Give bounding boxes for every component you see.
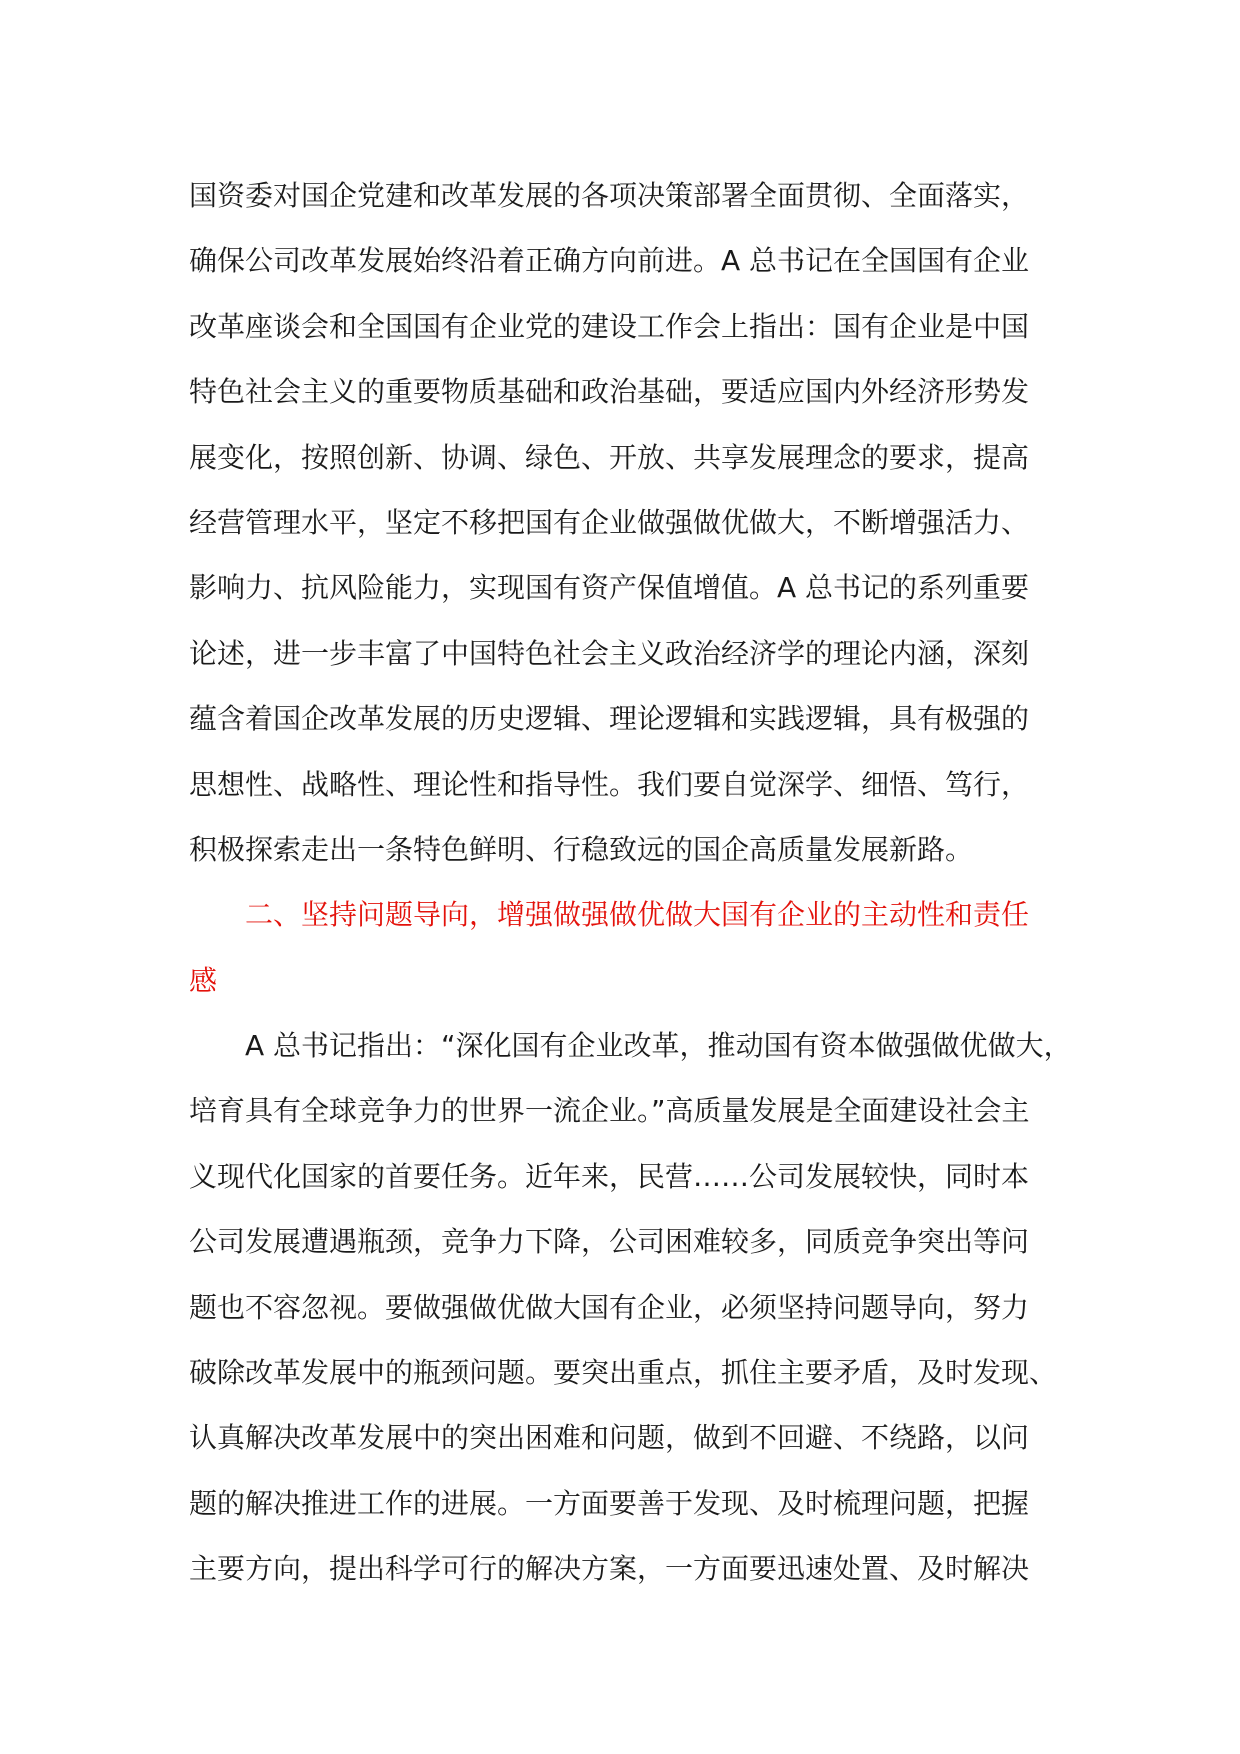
text-line: 特色社会主义的重要物质基础和政治基础，要适应国内外经济形势发	[189, 375, 1030, 409]
text-line: 主要方向，提出科学可行的解决方案，一方面要迅速处置、及时解决	[189, 1552, 1030, 1586]
text-line: A 总书记指出：“深化国有企业改革，推动国有资本做强做优做大，	[245, 1029, 1072, 1063]
text-line: 认真解决改革发展中的突出困难和问题，做到不回避、不绕路，以问	[189, 1421, 1030, 1455]
text-line: 展变化，按照创新、协调、绿色、开放、共享发展理念的要求，提高	[189, 440, 1030, 474]
text-line: 影响力、抗风险能力，实现国有资产保值增值。A 总书记的系列重要	[189, 571, 1030, 605]
heading-line: 感	[189, 963, 218, 997]
text-line: 国资委对国企党建和改革发展的各项决策部署全面贯彻、全面落实，	[189, 179, 1030, 212]
text-line: 义现代化国家的首要任务。近年来，民营……公司发展较快，同时本	[189, 1159, 1030, 1193]
text-line: 培育具有全球竞争力的世界一流企业。”高质量发展是全面建设社会主	[189, 1094, 1030, 1128]
document-body	[189, 163, 1072, 1602]
text-line: 确保公司改革发展始终沿着正确方向前进。A 总书记在全国国有企业	[189, 244, 1030, 278]
text-line: 积极探索走出一条特色鲜明、行稳致远的国企高质量发展新路。	[189, 832, 974, 866]
text-line: 破除改革发展中的瓶颈问题。要突出重点，抓住主要矛盾，及时发现、	[189, 1356, 1058, 1390]
heading-line: 二、坚持问题导向，增强做强做优做大国有企业的主动性和责任	[245, 898, 1030, 932]
text-line: 论述，进一步丰富了中国特色社会主义政治经济学的理论内涵，深刻	[189, 636, 1030, 670]
paragraph	[189, 163, 1059, 882]
text-line: 经营管理水平，坚定不移把国有企业做强做优做大，不断增强活力、	[189, 505, 1030, 539]
text-line: 蕴含着国企改革发展的历史逻辑、理论逻辑和实践逻辑，具有极强的	[189, 702, 1030, 736]
text-line: 题的解决推进工作的进展。一方面要善于发现、及时梳理问题，把握	[189, 1486, 1030, 1520]
text-line: 题也不容忽视。要做强做优做大国有企业，必须坚持问题导向，努力	[189, 1290, 1030, 1324]
text-line: 改革座谈会和全国国有企业党的建设工作会上指出：国有企业是中国	[189, 309, 1030, 343]
section-heading	[189, 882, 1059, 1013]
paragraph	[189, 1013, 1072, 1602]
text-line: 公司发展遭遇瓶颈，竞争力下降，公司困难较多，同质竞争突出等问	[189, 1225, 1030, 1259]
text-line: 思想性、战略性、理论性和指导性。我们要自觉深学、细悟、笃行，	[189, 767, 1030, 801]
